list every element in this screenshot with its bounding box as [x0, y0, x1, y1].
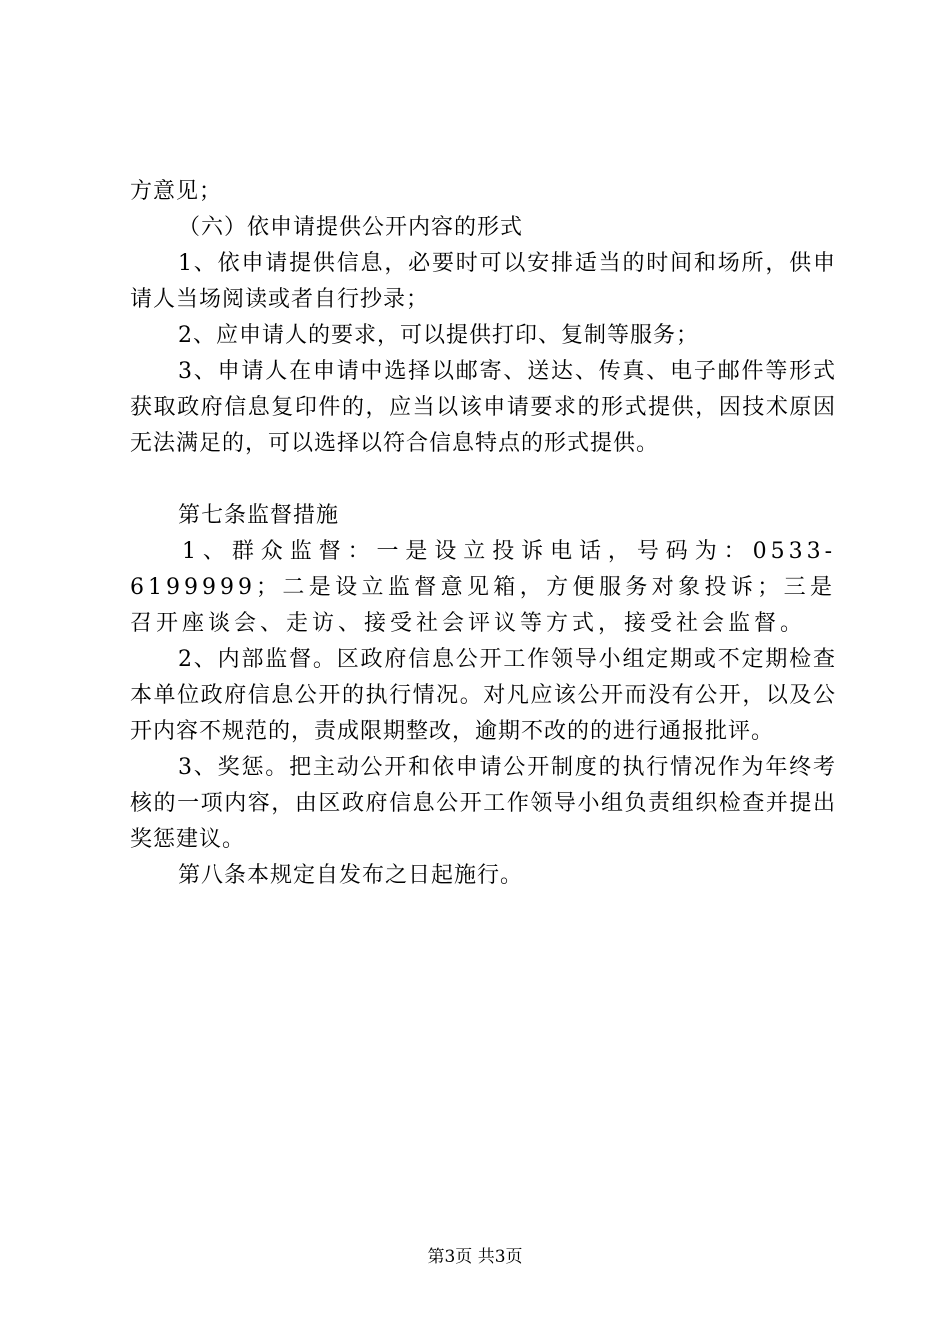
article-8: 第八条本规定自发布之日起施行。 [178, 863, 524, 888]
section-heading-6: （六）依申请提供公开内容的形式 [178, 215, 524, 240]
paragraph-public-supervision: 1、群众监督：一是设立投诉电话，号码为：0533-6199999；二是设立监督意见箱，方便服务对象投诉；三是召开座谈会、走访、接受社会评议等方式，接受社会监督。 [130, 539, 836, 636]
paragraph-item-1: 1、依申请提供信息，必要时可以安排适当的时间和场所，供申请人当场阅读或者自行抄录； [130, 251, 836, 312]
paragraph-item-3: 3、申请人在申请中选择以邮寄、送达、传真、电子邮件等形式获取政府信息复印件的，应当以该申请要求的形式提供，因技术原因无法满足的，可以选择以符合信息特点的形式提供。 [130, 359, 836, 456]
document-body [130, 174, 836, 894]
page-footer: 第3页 共3页 [427, 1247, 523, 1267]
paragraph-internal-supervision: 2、内部监督。区政府信息公开工作领导小组定期或不定期检查本单位政府信息公开的执行情况。对凡应该公开而没有公开，以及公开内容不规范的，责成限期整改，逾期不改的的进行通报批评。 [130, 647, 836, 744]
paragraph-item-2: 2、应申请人的要求，可以提供打印、复制等服务； [178, 323, 699, 348]
article-7-heading: 第七条监督措施 [178, 503, 340, 528]
paragraph-rewards-penalties: 3、奖惩。把主动公开和依申请公开制度的执行情况作为年终考核的一项内容，由区政府信息公开工作领导小组负责组织检查并提出奖惩建议。 [130, 755, 836, 852]
paragraph-continuation: 方意见； [130, 179, 223, 204]
